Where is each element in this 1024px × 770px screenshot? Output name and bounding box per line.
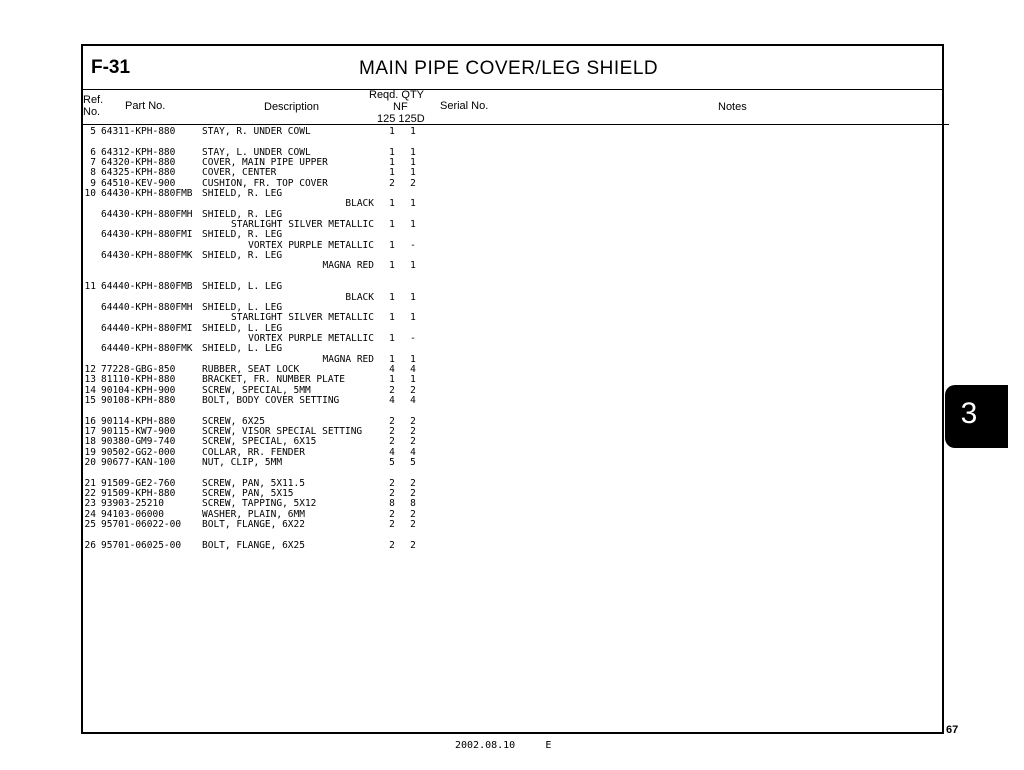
qty-125d-cell: 1: [410, 374, 416, 386]
part-number-cell: 90115-KW7-900: [101, 425, 176, 437]
qty-125-cell: 2: [389, 384, 395, 396]
qty-125-cell: 1: [389, 146, 395, 158]
qty-125-cell: 1: [389, 312, 395, 324]
qty-125-cell: 4: [389, 446, 395, 458]
part-number-cell: 64440-KPH-880FMK: [101, 343, 193, 355]
table-row: [84, 127, 484, 137]
table-row: [84, 396, 484, 406]
qty-125-cell: 2: [389, 488, 395, 500]
qty-125-cell: 4: [389, 363, 395, 375]
qty-125-cell: 1: [389, 374, 395, 386]
qty-125-cell: 1: [389, 239, 395, 251]
part-number-cell: 77228-GBG-850: [101, 363, 176, 375]
ref-header-line2: No.: [83, 106, 101, 118]
footer: [455, 740, 551, 751]
part-number-cell: 90502-GG2-000: [101, 446, 176, 458]
qty-125-cell: 1: [389, 126, 395, 137]
description-cell: STAY, L. UNDER COWL: [202, 146, 311, 158]
description-cell: SHIELD, L. LEG: [202, 343, 283, 355]
description-cell: NUT, CLIP, 5MM: [202, 457, 283, 468]
footer-edition: E: [545, 740, 552, 751]
notes-header: Notes: [718, 101, 747, 113]
qty-125d-cell: 2: [410, 384, 416, 396]
description-cell: SCREW, 6X25: [202, 415, 265, 427]
part-number-cell: 64430-KPH-880FMI: [101, 229, 193, 241]
table-row: [84, 520, 484, 530]
qty-125d-cell: 1: [410, 198, 416, 210]
colour-cell: VORTEX PURPLE METALLIC: [248, 239, 374, 251]
ref-cell: 8: [90, 167, 96, 179]
ref-cell: 18: [84, 436, 96, 448]
ref-cell: 7: [90, 157, 96, 169]
part-number-cell: 64430-KPH-880FMH: [101, 208, 193, 220]
qty-125d-cell: 1: [410, 157, 416, 169]
ref-cell: 16: [84, 415, 96, 427]
footer-date: 2002.08.10: [455, 740, 516, 751]
colour-cell: MAGNA RED: [322, 353, 374, 365]
qty-125-cell: 1: [389, 291, 395, 303]
description-cell: BOLT, FLANGE, 6X22: [202, 519, 305, 531]
description-cell: SCREW, SPECIAL, 6X15: [202, 436, 317, 448]
table-row: [84, 261, 484, 271]
part-number-cell: 64311-KPH-880: [101, 126, 176, 137]
qty-125-cell: 4: [389, 394, 395, 406]
qty-125d-cell: 4: [410, 394, 416, 406]
description-cell: BOLT, FLANGE, 6X25: [202, 539, 305, 551]
qty-125d-cell: 1: [410, 312, 416, 324]
description-cell: SHIELD, R. LEG: [202, 250, 283, 262]
description-header: Description: [264, 101, 320, 113]
qty-125-cell: 2: [389, 415, 395, 427]
table-row: [84, 251, 484, 261]
qty-125d-cell: 2: [410, 477, 416, 489]
qty-125-cell: 1: [389, 167, 395, 179]
qty-125-cell: 2: [389, 477, 395, 489]
qty-125-cell: 2: [389, 177, 395, 189]
ref-cell: 11: [84, 281, 96, 293]
figure-number: F-31: [91, 57, 131, 78]
description-cell: COVER, MAIN PIPE UPPER: [202, 157, 328, 169]
ref-cell: 26: [84, 539, 96, 551]
description-cell: COLLAR, RR. FENDER: [202, 446, 305, 458]
qty-125-cell: 8: [389, 498, 395, 510]
qty-125-cell: 1: [389, 260, 395, 272]
qty-125d-cell: -: [410, 332, 416, 344]
qty-125d-cell: 4: [410, 363, 416, 375]
description-cell: SHIELD, L. LEG: [202, 301, 283, 313]
description-cell: WASHER, PLAIN, 6MM: [202, 508, 305, 520]
ref-cell: 9: [90, 177, 96, 189]
colour-cell: VORTEX PURPLE METALLIC: [248, 332, 374, 344]
table-row: [84, 541, 484, 551]
part-number-cell: 90108-KPH-880: [101, 394, 176, 406]
section-tab: [945, 385, 1008, 448]
part-number-cell: 94103-06000: [101, 508, 164, 520]
qty-125d-cell: 2: [410, 519, 416, 531]
nf-header: NF: [393, 101, 408, 113]
qty-125d-cell: 1: [410, 291, 416, 303]
description-cell: BOLT, BODY COVER SETTING: [202, 394, 340, 406]
part-number-cell: 95701-06025-00: [101, 539, 182, 551]
page-title: MAIN PIPE COVER/LEG SHIELD: [359, 58, 659, 79]
ref-cell: 14: [84, 384, 96, 396]
ref-cell: 13: [84, 374, 96, 386]
colour-cell: BLACK: [345, 291, 374, 303]
qty-125d-cell: 1: [410, 167, 416, 179]
qty-125-cell: 2: [389, 519, 395, 531]
ref-cell: 19: [84, 446, 96, 458]
part-number-cell: 64510-KEV-900: [101, 177, 176, 189]
ref-header-line1: Ref.: [83, 94, 104, 106]
ref-cell: 24: [84, 508, 96, 520]
description-cell: SHIELD, R. LEG: [202, 229, 283, 241]
description-cell: SHIELD, L. LEG: [202, 281, 283, 293]
qty-125d-cell: 1: [410, 260, 416, 272]
part-number-cell: 81110-KPH-880: [101, 374, 176, 386]
qty-125d-cell: 8: [410, 498, 416, 510]
ref-cell: 5: [90, 126, 96, 137]
ref-cell: 23: [84, 498, 96, 510]
ref-cell: 25: [84, 519, 96, 531]
table-row: [84, 458, 484, 468]
part-number-cell: 90104-KPH-900: [101, 384, 176, 396]
ref-cell: 12: [84, 363, 96, 375]
description-cell: RUBBER, SEAT LOCK: [202, 363, 300, 375]
part-number-cell: 64440-KPH-880FMB: [101, 281, 193, 293]
part-number-cell: 64320-KPH-880: [101, 157, 176, 169]
title-row: [83, 46, 942, 90]
section-tab-number: 3: [960, 397, 978, 430]
description-cell: SHIELD, L. LEG: [202, 322, 283, 334]
description-cell: SCREW, PAN, 5X11.5: [202, 477, 305, 489]
description-cell: COVER, CENTER: [202, 167, 277, 179]
ref-cell: 17: [84, 425, 96, 437]
header-divider: [81, 124, 949, 125]
page-number: 67: [946, 724, 959, 736]
table-row: [84, 313, 484, 323]
ref-cell: 22: [84, 488, 96, 500]
models-header: 125 125D: [377, 113, 425, 125]
qty-125-cell: 2: [389, 508, 395, 520]
description-cell: CUSHION, FR. TOP COVER: [202, 177, 328, 189]
parts-table: [84, 127, 484, 551]
part-number-cell: 64440-KPH-880FMH: [101, 301, 193, 313]
ref-cell: 21: [84, 477, 96, 489]
qty-125d-cell: 2: [410, 436, 416, 448]
colour-cell: BLACK: [345, 198, 374, 210]
qty-125d-cell: -: [410, 239, 416, 251]
qty-125d-cell: 2: [410, 425, 416, 437]
part-number-cell: 64312-KPH-880: [101, 146, 176, 158]
colour-cell: STARLIGHT SILVER METALLIC: [231, 312, 374, 324]
qty-125-cell: 2: [389, 436, 395, 448]
part-number-cell: 64430-KPH-880FMK: [101, 250, 193, 262]
part-number-cell: 91509-KPH-880: [101, 488, 176, 500]
qty-125d-cell: 2: [410, 488, 416, 500]
ref-cell: 15: [84, 394, 96, 406]
qty-125d-cell: 2: [410, 508, 416, 520]
part-number-cell: 64325-KPH-880: [101, 167, 176, 179]
part-number-cell: 93903-25210: [101, 498, 164, 510]
column-header: [83, 89, 942, 125]
qty-125-cell: 1: [389, 353, 395, 365]
qty-125d-cell: 1: [410, 126, 416, 137]
part-number-cell: 95701-06022-00: [101, 519, 182, 531]
qty-125-cell: 1: [389, 332, 395, 344]
qty-125-cell: 1: [389, 198, 395, 210]
description-cell: SCREW, TAPPING, 5X12: [202, 498, 317, 510]
qty-125-cell: 1: [389, 219, 395, 231]
part-number-cell: 90380-GM9-740: [101, 436, 176, 448]
description-cell: SHIELD, R. LEG: [202, 188, 283, 200]
qty-125d-cell: 1: [410, 146, 416, 158]
qty-125d-cell: 1: [410, 219, 416, 231]
part-number-cell: 64430-KPH-880FMB: [101, 188, 193, 200]
ref-cell: 20: [84, 457, 96, 468]
description-cell: BRACKET, FR. NUMBER PLATE: [202, 374, 345, 386]
description-cell: SCREW, SPECIAL, 5MM: [202, 384, 311, 396]
ref-cell: 6: [90, 146, 96, 158]
qty-125d-cell: 2: [410, 415, 416, 427]
qty-125-cell: 2: [389, 425, 395, 437]
qty-125d-cell: 2: [410, 539, 416, 551]
qty-125d-cell: 5: [410, 457, 416, 468]
ref-cell: 10: [84, 188, 96, 200]
description-cell: SHIELD, R. LEG: [202, 208, 283, 220]
qty-125-cell: 1: [389, 157, 395, 169]
qty-125-cell: 2: [389, 539, 395, 551]
part-number-cell: 90677-KAN-100: [101, 457, 176, 468]
colour-cell: MAGNA RED: [322, 260, 374, 272]
qty-125d-cell: 4: [410, 446, 416, 458]
table-row: [84, 344, 484, 354]
part-no-header: Part No.: [125, 100, 166, 112]
table-row: [84, 282, 484, 292]
description-cell: SCREW, VISOR SPECIAL SETTING: [202, 425, 363, 437]
part-number-cell: 90114-KPH-880: [101, 415, 176, 427]
serial-no-header: Serial No.: [440, 100, 489, 112]
table-row: [84, 189, 484, 199]
qty-125d-cell: 1: [410, 353, 416, 365]
qty-125-cell: 5: [389, 457, 395, 468]
reqd-qty-header: Reqd. QTY: [369, 89, 425, 101]
colour-cell: STARLIGHT SILVER METALLIC: [231, 219, 374, 231]
description-cell: STAY, R. UNDER COWL: [202, 126, 311, 137]
part-number-cell: 64440-KPH-880FMI: [101, 322, 193, 334]
part-number-cell: 91509-GE2-760: [101, 477, 176, 489]
description-cell: SCREW, PAN, 5X15: [202, 488, 294, 500]
qty-125d-cell: 2: [410, 177, 416, 189]
